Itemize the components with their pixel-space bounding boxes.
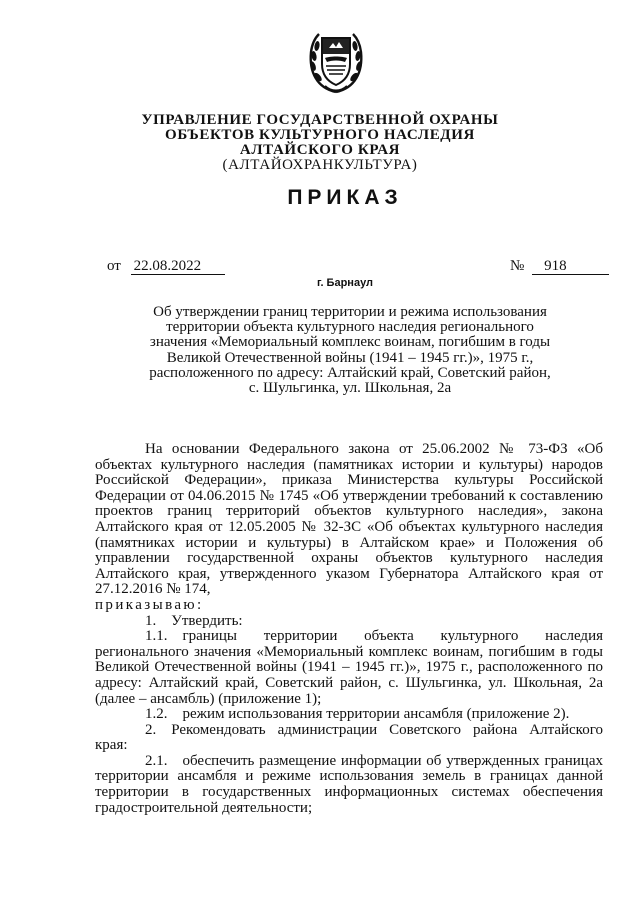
preamble-paragraph: На основании Федерального закона от 25.06.2002 № 73-ФЗ «Об объектах культурного наследия (памятниках истории и культуры) народов Российской Федерации», приказа Министерства культуры Российской Федерации от 04.06.2015 № 1745 «Об утверждении требований к составлению проектов границ территорий объектов культурного наследия», закона Алтайского края от 12.05.2005 № 32-ЗС «Об объектах культурного наследия (памятниках истории и культуры) в Алтайском крае» и Положения об управлении государственной охраны объектов культурного наследия Алтайского края, утвержденного указом Губернатора Алтайского края от 27.12.2016 № 174, [95, 441, 603, 598]
subject-line: значения «Мемориальный комплекс воинам, погибшим в годы [149, 334, 551, 351]
subject-line: территории объекта культурного наследия регионального [166, 319, 534, 336]
org-line-1: УПРАВЛЕНИЕ ГОСУДАРСТВЕННОЙ ОХРАНЫ [141, 112, 499, 128]
order-item-1-1: 1.1. границы территории объекта культурного наследия регионального значения «Мемориальный комплекс воинам, погибшим в годы Великой Отечественной войны (1941 – 1945 гг.)», 1975 г., расположенного по адресу: Алтайский край, Советский район, с. Шульгинка, ул. Школьная, 2а (далее – ансамбль) (приложение 1); [95, 628, 603, 707]
subject-line: с. Шульгинка, ул. Школьная, 2а [248, 380, 452, 397]
number-value: 918 [532, 259, 609, 275]
document-body [95, 442, 603, 816]
order-item-2: 2. Рекомендовать администрации Советского района Алтайского края: [95, 721, 603, 754]
subject-line: Великой Отечественной войны (1941 – 1945 гг.)», 1975 г., [166, 349, 534, 366]
date-prefix: от [107, 258, 121, 274]
order-item-1: 1. Утвердить: [145, 612, 243, 629]
subject-line: Об утверждении границ территории и режима использования [153, 304, 547, 320]
document-number [510, 258, 609, 275]
document-title: ПРИКАЗ [287, 186, 403, 209]
org-line-2: ОБЪЕКТОВ КУЛЬТУРНОГО НАСЛЕДИЯ [165, 127, 475, 143]
subject-line: расположенного по адресу: Алтайский край, Советский район, [149, 364, 551, 381]
date-value: 22.08.2022 [131, 259, 225, 275]
organization-name [0, 113, 640, 173]
document-subject [140, 305, 560, 396]
document-date [107, 258, 225, 275]
number-prefix: № [510, 258, 525, 274]
org-short-name: (АЛТАЙОХРАНКУЛЬТУРА) [222, 157, 418, 173]
order-word: приказываю: [95, 596, 204, 613]
order-item-1-2: 1.2. режим использования территории ансамбля (приложение 2). [145, 706, 570, 723]
document-city: г. Барнаул [316, 277, 374, 289]
order-item-2-1: 2.1. обеспечить размещение информации об утвержденных границах территории ансамбля и режиме использования земель в границах данной территории в государственных информационных системах обеспечения градостроительной деятельности; [95, 752, 603, 816]
coat-of-arms-icon [305, 26, 367, 96]
org-line-3: АЛТАЙСКОГО КРАЯ [239, 142, 401, 158]
